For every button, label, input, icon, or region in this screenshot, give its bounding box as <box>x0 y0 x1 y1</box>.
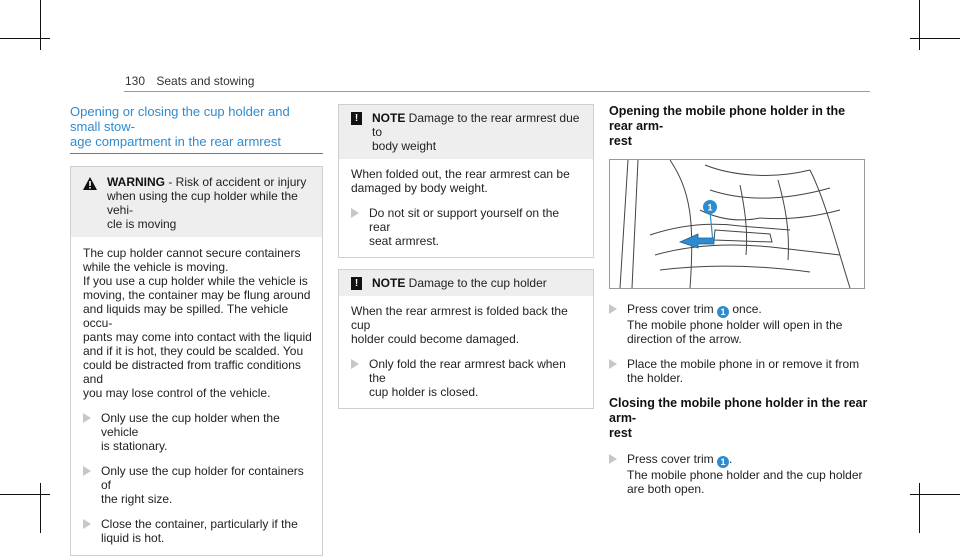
step-text: is stationary. <box>101 439 168 453</box>
step-text: Only fold the rear armrest back when the <box>369 357 566 385</box>
step-text: seat armrest. <box>369 234 440 248</box>
list-item <box>83 411 312 453</box>
step-arrow-icon <box>609 454 617 464</box>
step-text: cup holder is closed. <box>369 385 479 399</box>
crop-mark <box>0 494 50 495</box>
page-number: 130 <box>125 74 146 88</box>
step-text: the holder. <box>627 371 684 385</box>
step-text: once. <box>729 302 762 316</box>
crop-mark <box>0 38 50 39</box>
list-item <box>351 357 583 399</box>
title-line: age compartment in the rear armrest <box>70 134 281 149</box>
crop-mark <box>910 494 960 495</box>
list-item <box>609 357 871 385</box>
list-item <box>83 517 312 545</box>
body-line: When folded out, the rear armrest can be <box>351 167 570 181</box>
list-item <box>83 464 312 506</box>
step-text: direction of the arrow. <box>627 332 742 346</box>
list-item <box>351 206 583 248</box>
crop-mark <box>919 483 920 533</box>
step-text: The mobile phone holder and the cup holder <box>627 468 863 482</box>
note-heading: Damage to the rear armrest due to <box>372 111 580 139</box>
section-name: Seats and stowing <box>156 74 255 88</box>
middle-column <box>338 104 594 409</box>
armrest-illustration <box>609 159 865 289</box>
step-text: liquid is hot. <box>101 531 165 545</box>
page-header <box>125 74 254 88</box>
warning-label: WARNING <box>107 175 165 189</box>
body-line: holder could become damaged. <box>351 332 520 346</box>
left-column <box>70 104 323 556</box>
note-box <box>338 104 594 258</box>
body-line: while the vehicle is moving. <box>83 260 229 274</box>
crop-mark <box>40 0 41 50</box>
note-box <box>338 269 594 409</box>
body-line: moving, the container may be flung around <box>83 288 311 302</box>
step-text: Place the mobile phone in or remove it from <box>627 357 860 371</box>
note-label: NOTE <box>372 111 406 125</box>
heading-line: rest <box>609 134 632 148</box>
crop-mark <box>910 38 960 39</box>
body-line: you may lose control of the vehicle. <box>83 386 271 400</box>
step-text: Do not sit or support yourself on the rear <box>369 206 560 234</box>
warning-box <box>70 166 323 556</box>
body-line: The cup holder cannot secure containers <box>83 246 301 260</box>
step-text: the right size. <box>101 492 173 506</box>
step-text: Press cover trim <box>627 452 718 466</box>
crop-mark <box>919 0 920 50</box>
rear-seat-drawing <box>610 160 864 288</box>
section-title <box>70 104 323 149</box>
list-item <box>609 302 871 346</box>
title-rule <box>70 153 323 154</box>
callout-badge: 1 <box>717 456 729 468</box>
subsection-heading <box>609 104 871 149</box>
note-label: NOTE <box>372 276 406 290</box>
step-text: The mobile phone holder will open in the <box>627 318 843 332</box>
list-item <box>609 452 871 496</box>
warning-heading: cle is moving <box>107 217 177 231</box>
callout-badge: 1 <box>717 306 729 318</box>
step-arrow-icon <box>83 519 91 529</box>
heading-line: Opening the mobile phone holder in the rear arm- <box>609 104 846 133</box>
note-header <box>339 105 593 159</box>
right-column <box>609 104 871 496</box>
step-text: are both open. <box>627 482 705 496</box>
note-body <box>339 159 593 257</box>
step-arrow-icon <box>351 359 359 369</box>
step-arrow-icon <box>83 413 91 423</box>
step-arrow-icon <box>351 208 359 218</box>
warning-header <box>71 167 322 237</box>
warning-triangle-icon <box>83 177 97 190</box>
step-arrow-icon <box>609 304 617 314</box>
step-text: . <box>729 452 733 466</box>
body-line: damaged by body weight. <box>351 181 488 195</box>
note-heading: Damage to the cup holder <box>405 276 547 290</box>
header-divider <box>124 91 870 92</box>
step-arrow-icon <box>609 359 617 369</box>
step-text: Only use the cup holder for containers of <box>101 464 304 492</box>
exclamation-icon: ! <box>351 277 362 290</box>
body-line: pants may come into contact with the liquid <box>83 330 312 344</box>
step-text: Press cover trim <box>627 302 718 316</box>
title-line: Opening or closing the cup holder and small stow- <box>70 104 290 134</box>
warning-body <box>71 237 322 555</box>
note-heading: body weight <box>372 139 437 153</box>
body-line: and if it is hot, they could be scalded. You <box>83 344 304 358</box>
crop-mark <box>40 483 41 533</box>
subsection-heading <box>609 396 871 441</box>
warning-heading: when using the cup holder while the vehi- <box>107 189 298 217</box>
note-header <box>339 270 593 296</box>
body-line: and liquids may be spilled. The vehicle occu- <box>83 302 289 330</box>
step-text: Only use the cup holder when the vehicle <box>101 411 280 439</box>
step-arrow-icon <box>83 466 91 476</box>
heading-line: Closing the mobile phone holder in the rear arm- <box>609 396 868 425</box>
note-body <box>339 296 593 408</box>
heading-line: rest <box>609 426 632 440</box>
body-line: When the rear armrest is folded back the cup <box>351 304 568 332</box>
body-line: If you use a cup holder while the vehicle is <box>83 274 308 288</box>
step-text: Close the container, particularly if the <box>101 517 298 531</box>
warning-heading: - Risk of accident or injury <box>165 175 307 189</box>
exclamation-icon: ! <box>351 112 362 125</box>
body-line: could be distracted from traffic conditions and <box>83 358 301 386</box>
callout-label: 1 <box>707 202 713 213</box>
